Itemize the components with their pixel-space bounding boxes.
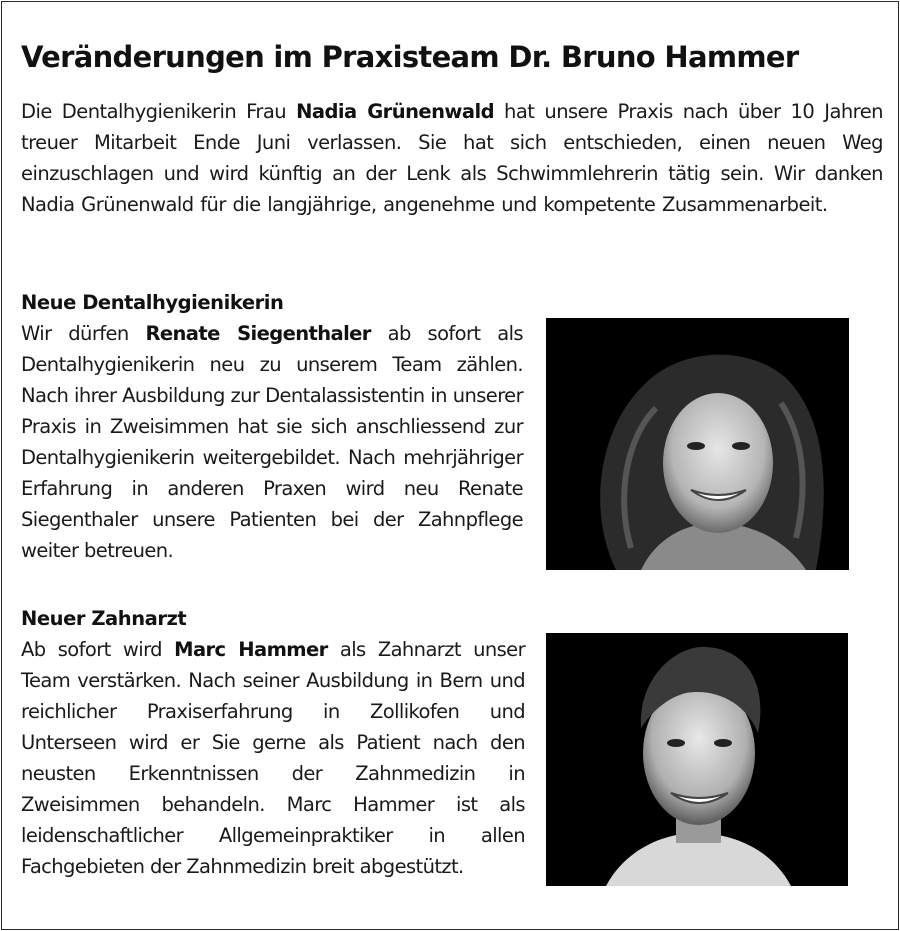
- hygienist-text-before: Wir dürfen: [21, 322, 146, 345]
- section-new-hygienist: [21, 287, 523, 566]
- hygienist-text-after: ab sofort als Dentalhygienikerin neu zu unserem Team zählen. Nach ihrer Ausbildung zur Dentalassistentin in unserer Praxis in Zweisimmen hat sie sich anschliessend zur Dentalhygienikerin weitergebildet. Nach mehrjähriger Erfahrung in anderen Praxen wird neu Renate Siegenthaler unsere Patienten bei der Zahnpflege weiter betreuen.: [21, 322, 523, 562]
- section-text-dentist: [21, 634, 525, 882]
- intro-text-before: Die Dentalhygienikerin Frau: [21, 100, 297, 123]
- portrait-photo-hygienist: [546, 318, 849, 570]
- page-title: Veränderungen im Praxisteam Dr. Bruno Hammer: [21, 40, 799, 74]
- dentist-name: Marc Hammer: [174, 638, 328, 661]
- hygienist-name: Renate Siegenthaler: [145, 322, 371, 345]
- announcement-box: [1, 1, 899, 930]
- portrait-photo-dentist: [546, 633, 848, 886]
- section-heading-dentist: Neuer Zahnarzt: [21, 607, 187, 630]
- section-heading-hygienist: Neue Dentalhygienikerin: [21, 291, 284, 314]
- dentist-text-after: als Zahnarzt unser Team verstärken. Nach seiner Ausbildung in Bern und reichlicher Praxiserfahrung in Zollikofen und Unterseen wird er Sie gerne als Patient nach den neusten Erkenntnissen der Zahnmedizin in Zweisimmen behandeln. Marc Hammer ist als leidenschaftlicher Allgemeinpraktiker in allen Fachgebieten der Zahnmedizin breit abgestützt.: [21, 638, 525, 878]
- section-text-hygienist: [21, 318, 523, 566]
- intro-paragraph: [21, 96, 883, 220]
- intro-text-after: hat unsere Praxis nach über 10 Jahren treuer Mitarbeit Ende Juni verlassen. Sie hat sich entschieden, einen neuen Weg einzuschlagen und wird künftig an der Lenk als Schwimmlehrerin tätig sein. Wir danken Nadia Grünenwald für die langjährige, angenehme und kompetente Zusammenarbeit.: [21, 100, 883, 216]
- dentist-text-before: Ab sofort wird: [21, 638, 175, 661]
- section-new-dentist: [21, 603, 525, 882]
- departing-employee-name: Nadia Grünenwald: [296, 100, 495, 123]
